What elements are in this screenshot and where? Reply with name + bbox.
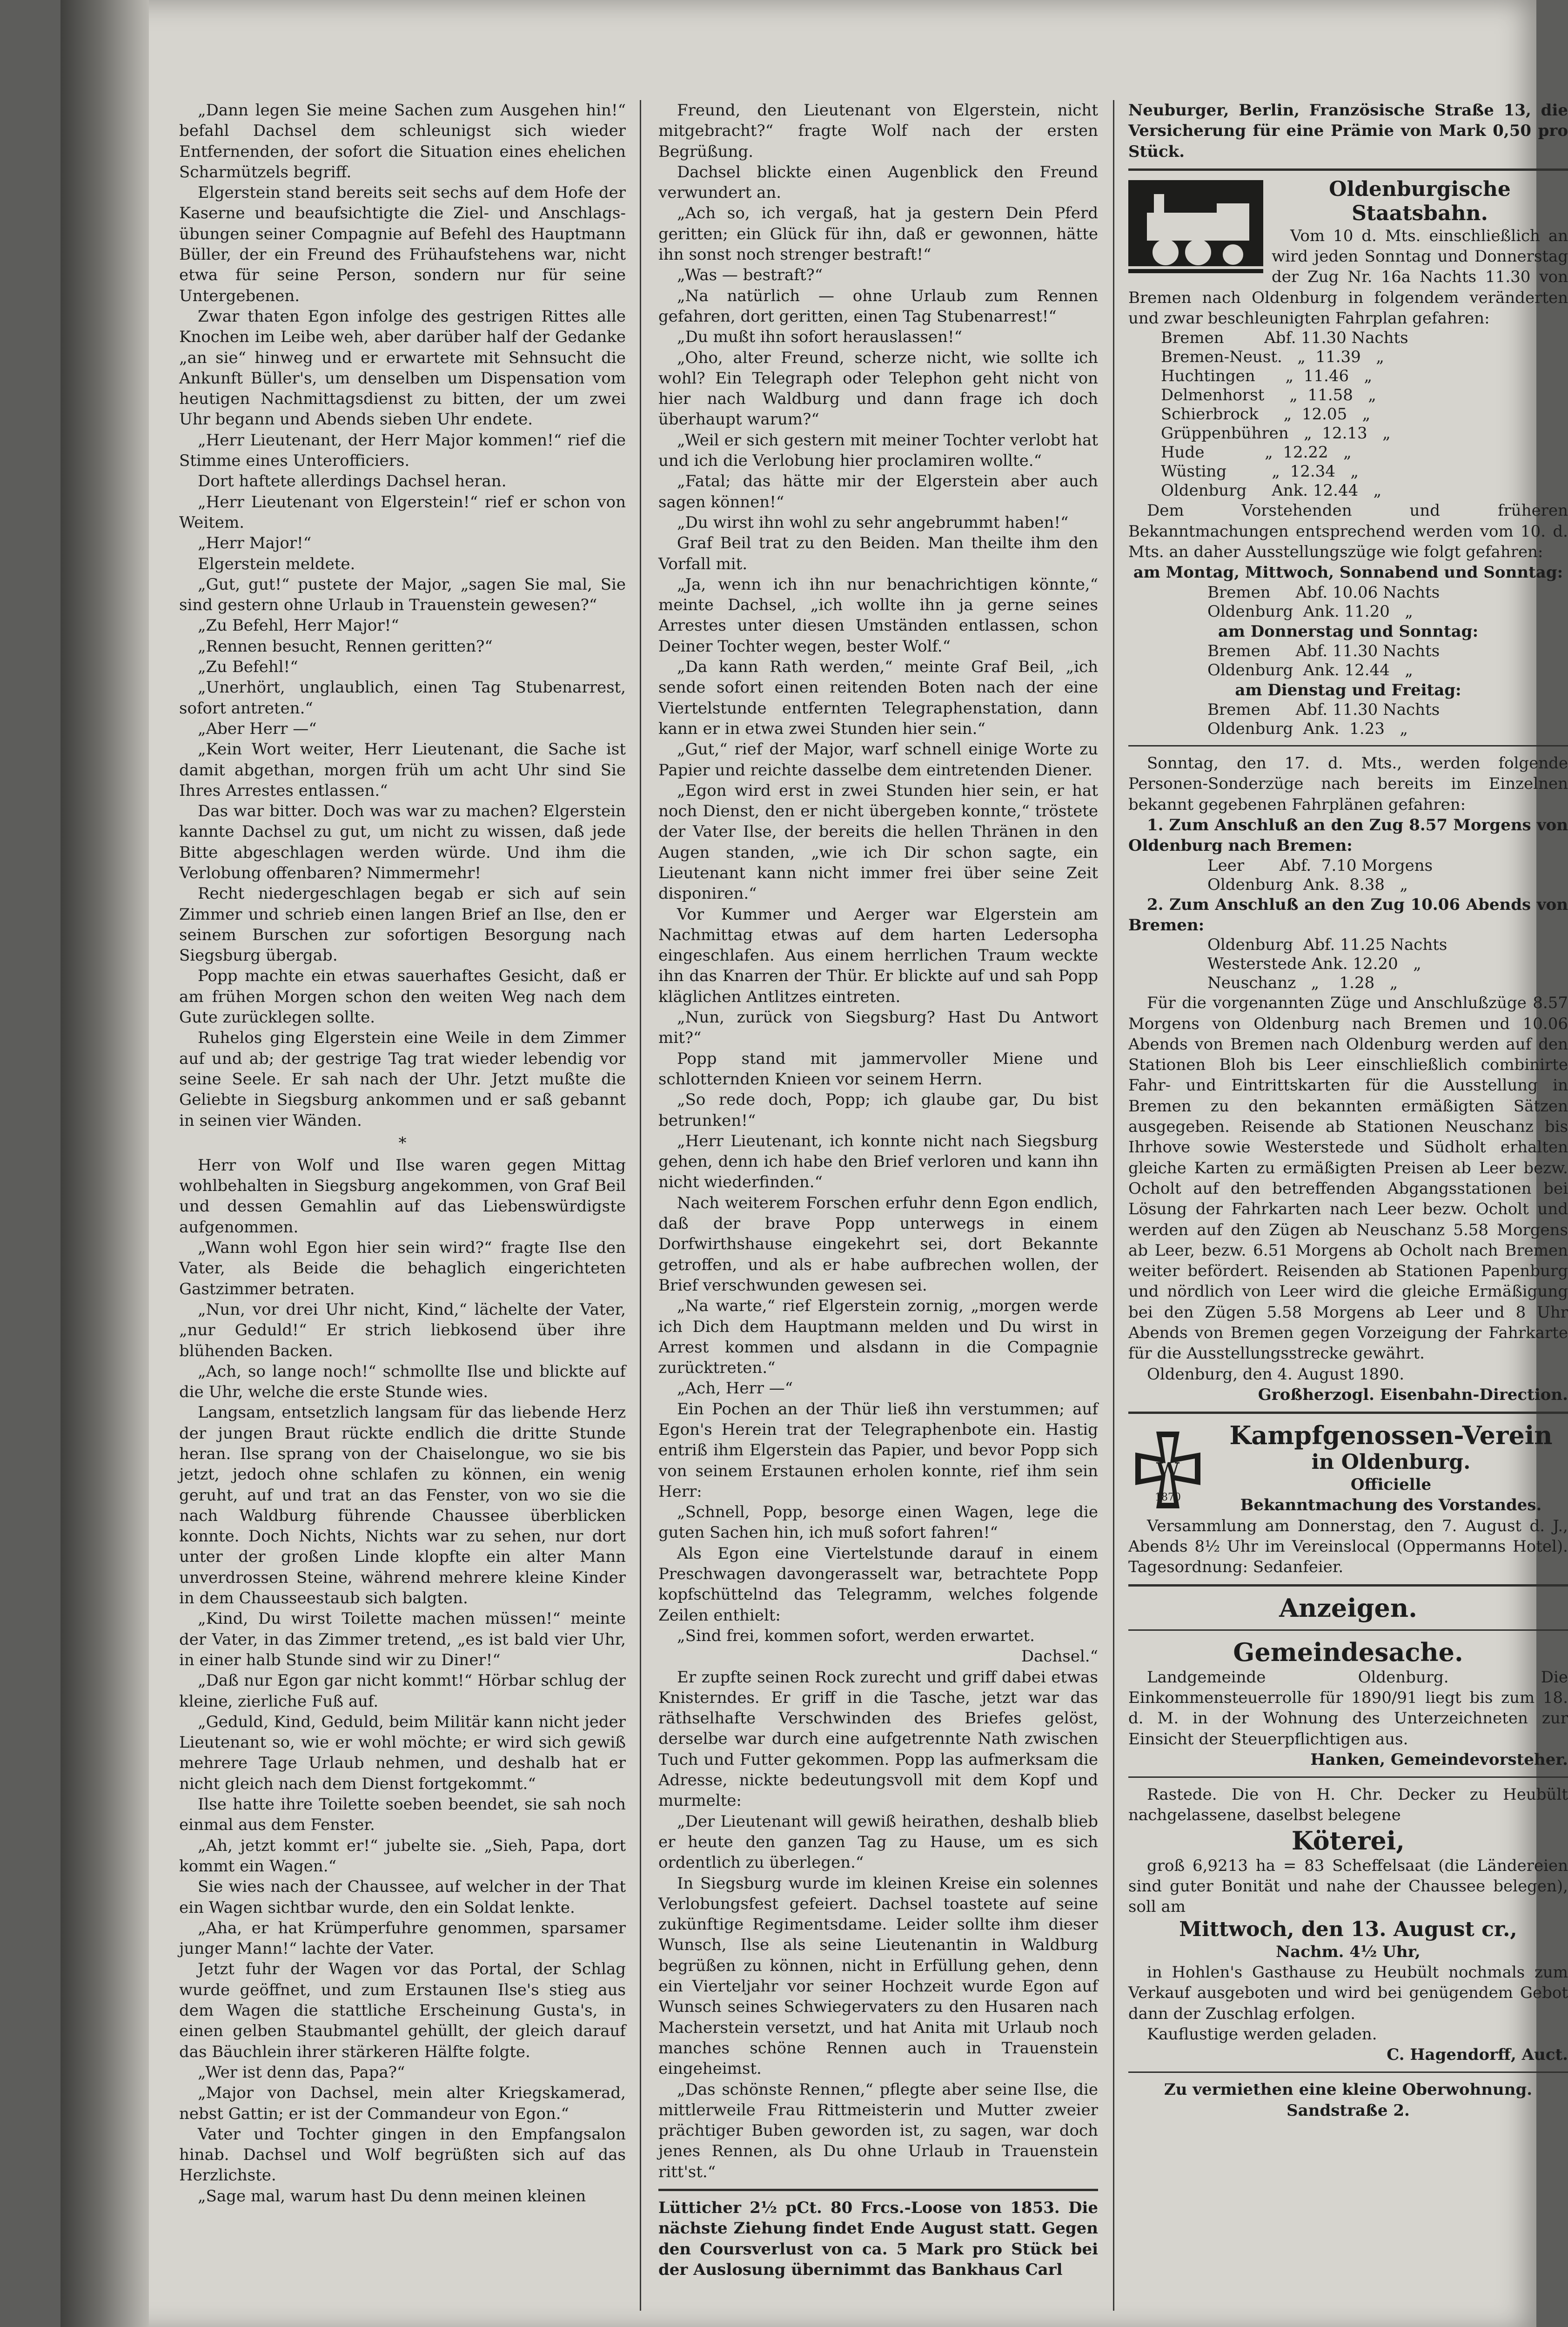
story-paragraph: „Ach so, ich vergaß, hat ja gestern Dein Pferd geritten; ein Glück für ihn, daß er gewonnen, hätte ihn sonst noch strenger bestraft!“ bbox=[658, 204, 1098, 264]
railway-title: Oldenburgische Staatsbahn. bbox=[1329, 177, 1511, 225]
story-paragraph: Vater und Tochter gingen in den Empfangsalon hinab. Dachsel und Wolf begrüßten sich auf das Herzlichste. bbox=[179, 2125, 626, 2185]
svg-text:1870: 1870 bbox=[1155, 1492, 1181, 1504]
story-paragraph: Elgerstein meldete. bbox=[198, 554, 355, 573]
timetable-row: Oldenburg Ank. 1.23 „ bbox=[1207, 720, 1408, 739]
special-train-heading: 2. Zum Anschluß an den Zug 10.06 Abends von Bremen: bbox=[1128, 895, 1568, 935]
story-paragraph: „So rede doch, Popp; ich glaube gar, Du bist betrunken!“ bbox=[658, 1090, 1098, 1130]
association-title: Kampfgenossen-Verein bbox=[1229, 1420, 1553, 1451]
auction-title: Köterei, bbox=[1291, 1825, 1405, 1856]
timetable-row: Leer Abf. 7.10 Morgens bbox=[1207, 856, 1433, 875]
adverts-heading: Anzeigen. bbox=[1279, 1593, 1417, 1623]
story-paragraph: In Siegsburg wurde im kleinen Kreise ein solennes Verlobungsfest gefeiert. Dachsel toastete auf seine zukünftige Regimentsdame. Leider sollte ihm dieser Wunsch, Ilse als seine Lieutenantin in Waldburg begrüßen zu können, nicht in Erfüllung gehen, denn ein Vierteljahr vor seiner Hochzeit wurde Egon auf Wunsch seines Schwiegervaters zu den Husaren nach Macherstein versetzt, und hat Anita mit Urlaub noch manches schöne Rennen auch in Trauenstein eingeheimst. bbox=[658, 1874, 1098, 2078]
story-paragraph: „Ah, jetzt kommt er!“ jubelte sie. „Sieh, Papa, dort kommt ein Wagen.“ bbox=[179, 1836, 626, 1876]
story-paragraph: Ein Pochen an der Thür ließ ihn verstummen; auf Egon's Herein trat der Telegraphenbote ein. Hastig entriß ihm Elgerstein das Papier, und bevor Popp sich von seinem Erstaunen erholen konnte, rief ihm sein Herr: bbox=[658, 1399, 1098, 1501]
timetable-heading: am Montag, Mittwoch, Sonnabend und Sonntag: bbox=[1133, 563, 1563, 582]
story-paragraph: „Der Lieutenant will gewiß heirathen, deshalb blieb er heute den ganzen Tag zu Hause, um es sich ordentlich zu überlegen.“ bbox=[658, 1812, 1098, 1872]
story-paragraph: „Da kann Rath werden,“ meinte Graf Beil, „ich sende sofort einen reitenden Boten nach der eine Viertelstunde entfernten Telegraphenstation, dann kann er in etwa zwei Stunden hier sein.“ bbox=[658, 658, 1098, 738]
story-paragraph: „Zu Befehl!“ bbox=[198, 658, 298, 677]
story-paragraph: „Aber Herr —“ bbox=[198, 719, 317, 738]
timetable-row: Bremen Abf. 11.30 Nachts bbox=[1161, 329, 1408, 348]
story-paragraph: „Sind frei, kommen sofort, werden erwartet. bbox=[677, 1626, 1035, 1645]
association-subtitle: in Oldenburg. bbox=[1311, 1450, 1471, 1474]
railway-paragraph: Für die vorgenannten Züge und Anschlußzüge 8.57 Morgens von Oldenburg nach Bremen und 10.06 Abends von Bremen nach Oldenburg werden auf den Stationen Bloh bis Leer einschließlich combinirte Fahr- und Eintrittskarten für die Ausstellung in Bremen zu den bekannten ermäßigten Sätzen ausgegeben. Reisende ab Stationen Neuschanz bis Ihrhove sowie Westerstede und Südholt erhalten gleiche Karten zu ermäßigten Preisen ab Leer bezw. Ocholt auf den betreffenden Abgangsstationen bei Lösung der Fahrkarten nach Leer bezw. Ocholt und werden auf den Zügen ab Neuschanz 5.58 Morgens ab Leer, bezw. 6.51 Morgens ab Ocholt nach Bremen weiter befördert. Reisenden ab Stationen Papenburg und nördlich von Leer wird die gleiche Ermäßigung bei den Zügen 5.58 Morgens ab Leer und 8 Uhr Abends von Bremen gegen Vorzeigung der Fahrkarte für die Ausstellungsstrecke gewährt. bbox=[1128, 994, 1568, 1363]
story-paragraph: „Weil er sich gestern mit meiner Tochter verlobt hat und ich die Verlobung hier proclamiren wollte.“ bbox=[658, 430, 1098, 471]
section-rule bbox=[1128, 168, 1568, 171]
story-paragraph: Graf Beil trat zu den Beiden. Man theilte ihm den Vorfall mit. bbox=[658, 534, 1098, 573]
story-paragraph: Elgerstein stand bereits seit sechs auf dem Hofe der Kaserne und beaufsichtigte die Ziel- und Anschlags-übungen seiner Compagnie auf Befehl des Hauptmann Büller, der ein Freund des Frühaufstehens war, nicht etwa für seine Person, sondern nur für seine Untergebenen. bbox=[179, 183, 626, 305]
timetable-heading: am Dienstag und Freitag: bbox=[1235, 680, 1461, 699]
timetable bbox=[1207, 700, 1568, 739]
story-paragraph: „Ach, Herr —“ bbox=[677, 1379, 793, 1398]
story-paragraph: „Du wirst ihn wohl zu sehr angebrummt haben!“ bbox=[677, 513, 1069, 532]
timetable-row: Oldenburg Ank. 8.38 „ bbox=[1207, 875, 1408, 894]
timetable bbox=[1207, 856, 1568, 894]
section-rule bbox=[1128, 2071, 1568, 2073]
association-text: Versammlung am Donnerstag, den 7. August d. J., Abends 8½ Uhr im Vereinslocal (Oppermanns Hotel). Tagesordnung: Sedanfeier. bbox=[1128, 1516, 1568, 1577]
svg-text:W: W bbox=[1156, 1459, 1179, 1483]
timetable-row: Bremen Abf. 11.30 Nachts bbox=[1207, 700, 1440, 720]
municipal-notice bbox=[1128, 1637, 1568, 1770]
story-paragraph: „Schnell, Popp, besorge einen Wagen, lege die guten Sachen hin, ich muß sofort fahren!“ bbox=[658, 1503, 1098, 1542]
announcement-label: Bekanntmachung des Vorstandes. bbox=[1240, 1496, 1542, 1515]
story-paragraph: Dachsel.“ bbox=[1021, 1647, 1098, 1666]
story-paragraph: Freund, den Lieutenant von Elgerstein, nicht mitgebracht?“ fragte Wolf nach der ersten Begrüßung. bbox=[658, 101, 1098, 161]
railway-paragraph: Sonntag, den 17. d. Mts., werden folgende Personen-Sonderzüge nach bereits im Einzelnen bekannt gegebenen Fahrplänen gefahren: bbox=[1128, 754, 1568, 814]
timetable-heading: am Donnerstag und Sonntag: bbox=[1218, 622, 1479, 641]
story-paragraph: „Rennen besucht, Rennen geritten?“ bbox=[198, 637, 493, 656]
railway-intro: Vom 10 d. Mts. einschließlich an wird jeden Sonntag und Donnerstag der Zug Nr. 16a Nachts 11.30 von Bremen nach Oldenburg in folgendem veränderten und zwar beschleunigten Fahrplan gefahren: bbox=[1128, 226, 1568, 328]
story-paragraph: „Herr Lieutenant, ich konnte nicht nach Siegsburg gehen, denn ich habe den Brief verloren und kann ihn nicht wiederfinden.“ bbox=[658, 1131, 1098, 1192]
veterans-association-notice bbox=[1128, 1420, 1568, 1577]
story-paragraph: „Das schönste Rennen,“ pflegte aber seine Ilse, die mittlerweile Frau Rittmeisterin und Mutter zweier prächtiger Buben geworden ist, zu sagen, war doch jenes Rennen, als Du ohne Urlaub in Trauenstein ritt'st.“ bbox=[658, 2080, 1098, 2181]
auction-text: groß 6,9213 ha = 83 Scheffelsaat (die Ländereien sind guter Bonität und nahe der Chaussee belegen), soll am bbox=[1128, 1856, 1568, 1917]
timetable-row: Bremen Abf. 10.06 Nachts bbox=[1207, 583, 1440, 602]
story-paragraph: Popp stand mit jammervoller Miene und schlotternden Knieen vor seinem Herrn. bbox=[658, 1049, 1098, 1089]
story-paragraph: „Egon wird erst in zwei Stunden hier sein, er hat noch Dienst, den er nicht übergeben konnte,“ tröstete der Vater Ilse, der bereits die hellen Thränen in den Augen standen, „wie ich Dir schon sagte, ein Lieutenant kann nicht immer frei über seine Zeit disponiren.“ bbox=[658, 781, 1098, 903]
story-paragraph: „Was — bestraft?“ bbox=[677, 266, 823, 285]
section-rule bbox=[658, 2189, 1098, 2191]
timetable-row: Oldenburg Ank. 12.44 „ bbox=[1207, 660, 1413, 679]
story-paragraph: Dachsel blickte einen Augenblick den Freund verwundert an. bbox=[658, 162, 1098, 202]
story-paragraph: „Nun, zurück von Siegsburg? Hast Du Antwort mit?“ bbox=[658, 1008, 1098, 1048]
story-paragraph: Sie wies nach der Chaussee, auf welcher in der That ein Wagen sichtbar wurde, den ein Soldat lenkte. bbox=[179, 1877, 626, 1917]
section-rule bbox=[1128, 1629, 1568, 1631]
railway-notice bbox=[1128, 177, 1568, 1405]
story-paragraph: „Gut, gut!“ pustete der Major, „sagen Sie mal, Sie sind gestern ohne Urlaub in Trauenstein gewesen?“ bbox=[179, 575, 626, 615]
story-paragraph: „Herr Lieutenant, der Herr Major kommen!“ rief die Stimme eines Unterofficiers. bbox=[179, 430, 626, 471]
story-paragraph: „Oho, alter Freund, scherze nicht, wie sollte ich wohl? Ein Telegraph oder Telephon geht nicht von hier nach Waldburg und dann frage ich doch überhaupt warum?“ bbox=[658, 348, 1098, 429]
railway-signature: Großherzogl. Eisenbahn-Direction. bbox=[1258, 1385, 1568, 1404]
timetable-row: Bremen-Neust. „ 11.39 „ bbox=[1161, 348, 1384, 367]
auction-text: in Hohlen's Gasthause zu Heubült nochmals zum Verkauf ausgeboten und wird bei genügendem Gebot dann der Zuschlag erfolgen. bbox=[1128, 1963, 1568, 2023]
column-divider bbox=[640, 100, 641, 2311]
story-paragraph: „Ach, so lange noch!“ schmollte Ilse und blickte auf die Uhr, welche die erste Stunde wies. bbox=[179, 1362, 626, 1402]
section-rule bbox=[1128, 1776, 1568, 1778]
timetable bbox=[1207, 642, 1568, 680]
story-paragraph: „Sage mal, warum hast Du denn meinen kleinen bbox=[198, 2186, 586, 2206]
timetable-row: Oldenburg Ank. 11.20 „ bbox=[1207, 602, 1413, 621]
timetable-row: Wüsting „ 12.34 „ bbox=[1161, 462, 1359, 481]
timetable-row: Delmenhorst „ 11.58 „ bbox=[1161, 386, 1376, 405]
story-paragraph: „Herr Lieutenant von Elgerstein!“ rief er schon von Weitem. bbox=[179, 492, 626, 532]
auction-signature: C. Hagendorff, Auct. bbox=[1387, 2045, 1568, 2065]
story-paragraph: „Kind, Du wirst Toilette machen müssen!“ meinte der Vater, in das Zimmer tretend, „es ist bald vier Uhr, in einer halb Stunde sind wir zu Diner!“ bbox=[179, 1609, 626, 1669]
story-paragraph: Herr von Wolf und Ilse waren gegen Mittag wohlbehalten in Siegsburg angekommen, von Graf Beil und dessen Gemahlin auf das Liebenswürdigste aufgenommen. bbox=[179, 1156, 626, 1237]
story-paragraph: „Major von Dachsel, mein alter Kriegskamerad, nebst Gattin; er ist der Commandeur von Egon.“ bbox=[179, 2084, 626, 2123]
story-paragraph: Recht niedergeschlagen begab er sich auf sein Zimmer und schrieb einen langen Brief an Ilse, den er seinem Burschen zur sofortigen Besorgung nach Siegsburg übergab. bbox=[179, 884, 626, 965]
lottery-advert: Lütticher 2½ pCt. 80 Frcs.-Loose von 1853. Die nächste Ziehung findet Ende August statt. Gegen den Coursverlust von ca. 5 Mark pro Stück bei der Auslosung übernimmt das Bankhaus Carl bbox=[658, 2198, 1098, 2279]
story-paragraph: „Na warte,“ rief Elgerstein zornig, „morgen werde ich Dich dem Hauptmann melden und Du wirst in Arrest kommen und alsdann in die Compagnie zurücktreten.“ bbox=[658, 1297, 1098, 1378]
story-paragraph: „Zu Befehl, Herr Major!“ bbox=[198, 616, 399, 635]
municipal-text: Landgemeinde Oldenburg. Die Einkommensteuerrolle für 1890/91 liegt bis zum 18. d. M. in der Wohnung des Unterzeichneten zur Einsicht der Steuerpflichtigen aus. bbox=[1128, 1668, 1568, 1749]
railway-paragraph: Dem Vorstehenden und früheren Bekanntmachungen entsprechend werden vom 10. d. Mts. an daher Ausstellungszüge wie folgt gefahren: bbox=[1128, 501, 1568, 561]
story-paragraph: „Du mußt ihn sofort herauslassen!“ bbox=[677, 328, 963, 347]
advert-column bbox=[1128, 100, 1568, 2121]
auction-notice bbox=[1128, 1784, 1568, 2065]
story-paragraph: Nach weiterem Forschen erfuhr denn Egon endlich, daß der brave Popp unterwegs in einem Dorfwirthshause eingekehrt sei, dort Bekannte getroffen, und als er habe aufbrechen wollen, der Brief verschwunden gewesen sei. bbox=[658, 1193, 1098, 1295]
timetable-row: Neuschanz „ 1.28 „ bbox=[1207, 974, 1398, 993]
rental-advert: Zu vermiethen eine kleine Oberwohnung. Sandstraße 2. bbox=[1164, 2080, 1533, 2120]
municipal-title: Gemeindesache. bbox=[1233, 1637, 1463, 1667]
timetable bbox=[1207, 935, 1568, 993]
story-paragraph: Popp machte ein etwas sauerhaftes Gesicht, daß er am frühen Morgen schon den weiten Weg nach dem Gute zurücklegen sollte. bbox=[179, 967, 626, 1027]
story-paragraph: Langsam, entsetzlich langsam für das liebende Herz der jungen Braut rückte endlich die dritte Stunde heran. Ilse sprang von der Chaiselongue, wo sie bis jetzt, jedoch ohne schlafen zu können, ein wenig geruht, auf und trat an das Fenster, von wo sie die nach Waldburg führende Chaussee überblicken konnte. Doch Nichts, Nichts war zu sehen, nur dort unter der großen Linde klopfte ein alter Mann unverdrossen Steine, während mehrere kleine Kinder in dem Chausseestaub sich balgten. bbox=[179, 1403, 626, 1608]
section-rule bbox=[1128, 1584, 1568, 1587]
story-paragraph: Ilse hatte ihre Toilette soeben beendet, sie sah noch einmal aus dem Fenster. bbox=[179, 1795, 626, 1835]
story-paragraph: Ruhelos ging Elgerstein eine Weile in dem Zimmer auf und ab; der gestrige Tag trat wieder lebendig vor seine Seele. Er sah nach der Uhr. Jetzt mußte die Geliebte in Siegsburg ankommen und er saß gebannt in seinen vier Wänden. bbox=[179, 1029, 626, 1130]
timetable-row: Oldenburg Abf. 11.25 Nachts bbox=[1207, 935, 1447, 955]
auction-text: Kauflustige werden geladen. bbox=[1147, 2024, 1377, 2044]
story-paragraph: „Herr Major!“ bbox=[198, 534, 312, 553]
story-paragraph: „Unerhört, unglaublich, einen Tag Stubenarrest, sofort antreten.“ bbox=[179, 678, 626, 718]
story-paragraph: Dort haftete allerdings Dachsel heran. bbox=[198, 472, 507, 491]
story-paragraph: „Kein Wort weiter, Herr Lieutenant, die Sache ist damit abgethan, morgen früh um acht Uhr sind Sie Ihres Arrestes entlassen.“ bbox=[179, 740, 626, 800]
story-paragraph: Jetzt fuhr der Wagen vor das Portal, der Schlag wurde geöffnet, und zum Erstaunen Ilse's stieg aus dem Wagen die stattliche Erscheinung Gusta's, in einen gelben Staubmantel gehüllt, der gleich darauf das Bäuchlein ihrer stärkeren Hälfte folgte. bbox=[179, 1960, 626, 2061]
locomotive-icon bbox=[1128, 180, 1263, 273]
story-paragraph: „Wer ist denn das, Papa?“ bbox=[198, 2063, 405, 2082]
timetable-row: Hude „ 12.22 „ bbox=[1161, 443, 1352, 462]
municipal-signature: Hanken, Gemeindevorsteher. bbox=[1310, 1750, 1568, 1769]
story-paragraph: „Aha, er hat Krümperfuhre genommen, sparsamer junger Mann!“ lachte der Vater. bbox=[179, 1918, 626, 1958]
column-divider bbox=[1113, 100, 1114, 2311]
timetable-row: Huchtingen „ 11.46 „ bbox=[1161, 367, 1373, 386]
iron-cross-icon bbox=[1128, 1422, 1207, 1515]
story-paragraph: „Gut,“ rief der Major, warf schnell einige Worte zu Papier und reichte dasselbe dem eintretenden Diener. bbox=[658, 740, 1098, 780]
page-binding-shadow bbox=[60, 0, 149, 2327]
story-paragraph: Als Egon eine Viertelstunde darauf in einem Preschwagen davongerasselt war, betrachtete Popp kopfschüttelnd das Telegramm, welches folgende Zeilen enthielt: bbox=[658, 1544, 1098, 1625]
auction-time: Nachm. 4½ Uhr, bbox=[1276, 1942, 1421, 1961]
official-label: Officielle bbox=[1350, 1475, 1432, 1494]
story-paragraph: Vor Kummer und Aerger war Elgerstein am Nachmittag etwas auf dem harten Ledersopha eingeschlafen. Aus einem herrlichen Traum weckte ihn das Knarren der Thür. Er blickte auf und sah Popp kläglichen Antlitzes eintreten. bbox=[658, 905, 1098, 1006]
auction-intro: Rastede. Die von H. Chr. Decker zu Heubült nachgelassene, daselbst belegene bbox=[1128, 1785, 1568, 1825]
story-paragraph: „Ja, wenn ich ihn nur benachrichtigen könnte,“ meinte Dachsel, „ich wollte ihn ja gerne seines Arrestes unter diesen Umständen entlassen, schon Deiner Tochter wegen, bester Wolf.“ bbox=[658, 575, 1098, 656]
story-paragraph: „Fatal; das hätte mir der Elgerstein aber auch sagen können!“ bbox=[658, 472, 1098, 511]
special-train-heading: 1. Zum Anschluß an den Zug 8.57 Morgens von Oldenburg nach Bremen: bbox=[1128, 816, 1568, 855]
timetable-row: Westerstede Ank. 12.20 „ bbox=[1207, 955, 1421, 974]
story-column-1 bbox=[179, 100, 626, 2206]
story-paragraph: „Na natürlich — ohne Urlaub zum Rennen gefahren, dort geritten, einen Tag Stubenarrest!“ bbox=[658, 286, 1098, 326]
timetable bbox=[1161, 329, 1568, 500]
auction-date: Mittwoch, den 13. August cr., bbox=[1179, 1917, 1517, 1941]
section-rule bbox=[1128, 745, 1568, 747]
story-paragraph: Das war bitter. Doch was war zu machen? Elgerstein kannte Dachsel zu gut, um nicht zu wissen, daß jede Bitte abgeschlagen werden würde. Und ihm die Verlobung offenbaren? Nimmermehr! bbox=[179, 802, 626, 882]
story-paragraph: „Geduld, Kind, Geduld, beim Militär kann nicht jeder Lieutenant so, wie er wohl möchte; er wird sich gewiß mehrere Tage Urlaub nehmen, und deshalb hat er nicht gleich nach dem Dienst fortgekommt.“ bbox=[179, 1712, 626, 1793]
story-paragraph: Er zupfte seinen Rock zurecht und griff dabei etwas Knisterndes. Er griff in die Tasche, jetzt war das räthselhafte Verschwinden des Briefes gelöst, derselbe war durch eine aufgetrennte Nath zwischen Tuch und Futter gekommen. Popp las aufmerksam die Adresse, nickte bedeutungsvoll mit dem Kopf und murmelte: bbox=[658, 1668, 1098, 1810]
timetable-row: Schierbrock „ 12.05 „ bbox=[1161, 405, 1371, 424]
newspaper-page bbox=[60, 0, 1568, 2327]
top-advert: Neuburger, Berlin, Französische Straße 13, die Versicherung für eine Prämie von Mark 0,50 pro Stück. bbox=[1128, 101, 1568, 161]
section-separator: * bbox=[398, 1133, 407, 1152]
section-rule bbox=[1128, 1412, 1568, 1414]
timetable bbox=[1207, 583, 1568, 621]
story-paragraph: „Wann wohl Egon hier sein wird?“ fragte Ilse den Vater, als Beide die behaglich eingerichteten Gastzimmer betraten. bbox=[179, 1238, 626, 1298]
story-paragraph: „Dann legen Sie meine Sachen zum Ausgehen hin!“ befahl Dachsel dem schleunigst sich wieder Entfernenden, der sofort die Situation eines ehelichen Scharmützels begriff. bbox=[179, 101, 626, 182]
story-column-2 bbox=[658, 100, 1098, 2280]
railway-date: Oldenburg, den 4. August 1890. bbox=[1147, 1365, 1405, 1384]
story-paragraph: „Nun, vor drei Uhr nicht, Kind,“ lächelte der Vater, „nur Geduld!“ Er strich liebkosend über ihre blühenden Backen. bbox=[179, 1300, 626, 1360]
timetable-row: Bremen Abf. 11.30 Nachts bbox=[1207, 641, 1440, 660]
timetable-row: Grüppenbühren „ 12.13 „ bbox=[1161, 424, 1391, 443]
timetable-row: Oldenburg Ank. 12.44 „ bbox=[1161, 481, 1382, 500]
story-paragraph: Zwar thaten Egon infolge des gestrigen Rittes alle Knochen im Leibe weh, aber darüber half der Gedanke „an sie“ hinweg und er erwartete mit Sehnsucht die Ankunft Büller's, um denselben um Dispensation vom heutigen Nachmittagsdienst zu bitten, der um zwei Uhr begann und Abends sieben Uhr endete. bbox=[179, 307, 626, 429]
story-paragraph: „Daß nur Egon gar nicht kommt!“ Hörbar schlug der kleine, zierliche Fuß auf. bbox=[179, 1671, 626, 1711]
